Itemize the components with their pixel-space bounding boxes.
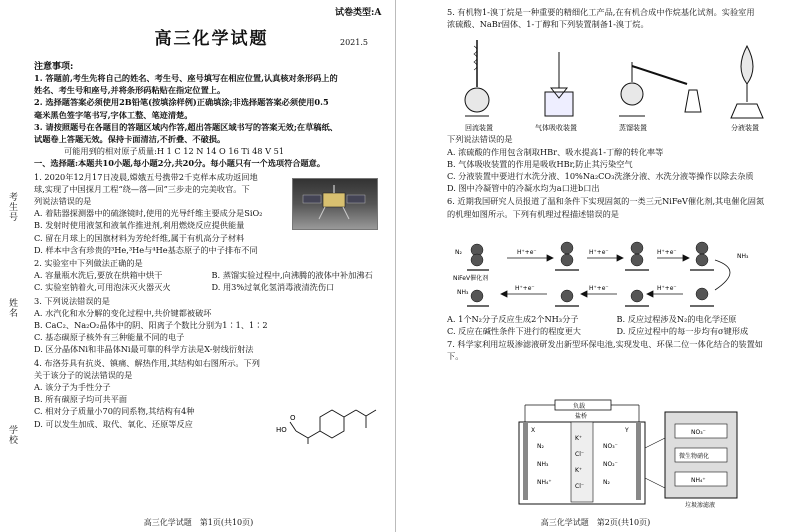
- note-line: 姓名、考生号和座号,并将条形码粘贴在指定位置上。: [34, 85, 226, 96]
- option-c: C. 实验室钠着火,可用泡沫灭火器灭火: [34, 282, 171, 293]
- option-b: B. 发射时使用液氢和液氧作推进剂,利用燃烧反应提供能量: [34, 220, 245, 231]
- ibuprofen-structure-icon: [276, 400, 388, 444]
- question-5-options: [447, 133, 786, 194]
- question-stem: 的机理如图所示。下列有机理过程描述错误的是: [447, 208, 619, 219]
- apparatus-label: 气体吸收装置: [535, 124, 577, 133]
- left-species: N₂: [537, 443, 544, 450]
- electrode-y: [636, 422, 641, 500]
- leachate-label: 垃圾渗滤液: [685, 502, 716, 509]
- lander-icon: [293, 179, 377, 229]
- side-label-name: 姓名: [7, 298, 17, 318]
- apparatus-label: 回流装置: [465, 124, 493, 133]
- left-species: NH₃: [537, 461, 549, 468]
- option-d: D. 区分晶体Ni和非晶体Ni最可靠的科学方法是X-射线衍射法: [34, 344, 254, 355]
- note-line: 3. 请按照题号在各题目的答题区域内作答,超出答题区域书写的答案无效;在草稿纸、: [34, 121, 338, 132]
- bridge-ion: K⁺: [575, 435, 583, 442]
- bridge-label: 盐桥: [575, 413, 588, 420]
- apparatus-figure: [447, 32, 787, 132]
- notes-header: 注意事项:: [34, 62, 74, 72]
- question-stem: 7. 科学家利用垃圾渗滤液研发出新型环保电池,实现发电、环保二位一体化结合的装置如: [447, 339, 763, 350]
- option-a: A. 容量瓶水洗后,要放在烘箱中烘干: [34, 270, 163, 281]
- tank-label: NO₃⁻: [691, 429, 706, 436]
- option-a: A. 水汽化和水分解的变化过程中,共价键都被破坏: [34, 307, 212, 318]
- svg-text:O: O: [290, 414, 296, 422]
- step-label: H⁺+e⁻: [657, 248, 677, 256]
- right-species: NO₃⁻: [603, 443, 618, 450]
- note-line: 2. 选择题答案必须使用2B铅笔(按填涂样例)正确填涂;非选择题答案必须使用0.5: [34, 97, 329, 108]
- nh3-label: NH₃: [737, 252, 749, 260]
- note-line: 1. 答题前,考生先将自己的姓名、考生号、座号填写在相应位置,认真核对条形码上的: [34, 73, 338, 83]
- option-a: A. 1个N₂分子反应生成2个NH₃分子: [447, 313, 579, 324]
- question-stem: 6. 近期我国研究人员报道了温和条件下实现固氮的一类三元NiFeV催化剂,其电催化固氮: [447, 196, 765, 207]
- tank-label: 微生物硝化: [679, 453, 710, 460]
- left-species: NH₄⁺: [537, 479, 552, 486]
- electrode-x: [523, 422, 528, 500]
- notes-list: [34, 72, 389, 145]
- question-2: [34, 257, 389, 294]
- side-label-school: 学校: [7, 425, 17, 445]
- page-footer: 高三化学试题 第2页(共10页): [540, 518, 651, 527]
- lunar-lander-photo: [292, 178, 378, 230]
- tank-label: NH₄⁺: [691, 477, 706, 484]
- gas-absorption-apparatus-icon: [545, 52, 573, 116]
- salt-bridge: [571, 422, 593, 502]
- electrode-x-label: X: [531, 427, 536, 434]
- side-label-exam-number: 考生号: [7, 192, 17, 222]
- step-label: H⁺+e⁻: [657, 284, 677, 292]
- question-3: [34, 295, 389, 356]
- question-stem: 关于该分子的说法错误的是: [34, 369, 133, 380]
- option-d: D. 用3%过氧化氢消毒液清洗伤口: [211, 282, 335, 293]
- option-c: C. 留在月球上的国旗材料为芳纶纤维,属于有机高分子材料: [34, 232, 245, 243]
- question-stem: 浓硫酸、NaBr固体、1-丁醇和下列装置制备1-溴丁烷。: [447, 19, 649, 30]
- separatory-funnel-icon: [731, 46, 763, 118]
- reflux-apparatus-icon: [465, 40, 489, 116]
- option-b: B. 反应过程涉及N₂的电化学还原: [616, 313, 737, 324]
- paper-type: 试卷类型:A: [335, 8, 382, 18]
- question-stem: 下列说法错误的是: [447, 134, 513, 145]
- mechanism-diagram: [447, 220, 777, 312]
- exam-date: 2021.5: [340, 38, 368, 47]
- apparatus-label: 蒸馏装置: [619, 124, 647, 133]
- right-species: N₂: [603, 479, 610, 486]
- question-stem: 球,实现了中国探月工程“绕—落—回”三步走的完美收官。下: [34, 183, 250, 194]
- question-stem: 5. 有机物1-溴丁烷是一种重要的精细化工产品,在有机合成中作烷基化试剂。实验室用: [447, 7, 755, 17]
- option-d: D. 图中冷凝管中的冷凝水均为a口进b口出: [447, 183, 600, 194]
- question-7: [447, 338, 786, 362]
- question-6: [447, 195, 786, 219]
- step-label: H⁺+e⁻: [515, 284, 535, 292]
- option-a: A. 该分子为手性分子: [34, 382, 111, 393]
- option-d: D. 样本中含有珍贵的³He,³He与⁴He基态原子的中子排布不同: [34, 244, 258, 255]
- battery-diagram: [515, 398, 755, 510]
- nh3-label: NH₃: [457, 288, 469, 296]
- note-line: 毫米黑色签字笔书写,字体工整、笔迹清楚。: [34, 109, 193, 120]
- option-c: C. 分液装置中要进行水洗分液、10%Na₂CO₃洗涤分液、水洗分液等操作以除去杂质: [447, 171, 754, 182]
- option-d: D. 可以发生加成、取代、氧化、还原等反应: [34, 418, 193, 429]
- page-footer: 高三化学试题 第1页(共10页): [143, 518, 254, 527]
- option-b: B. 蒸馏实验过程中,向沸腾的液体中补加沸石: [211, 270, 373, 281]
- load-label: 负载: [573, 403, 586, 410]
- question-stem: 列说法错误的是: [34, 196, 92, 207]
- n2-label: N₂: [455, 248, 462, 256]
- bridge-ion: K⁺: [575, 467, 583, 474]
- option-b: B. 所有碳原子均可共平面: [34, 394, 128, 405]
- question-stem: 下。: [447, 351, 464, 362]
- question-stem: 4. 布洛芬具有抗炎、镇痛、解热作用,其结构如右图所示。下列: [34, 357, 260, 368]
- distillation-apparatus-icon: [619, 62, 701, 116]
- electrode-y-label: Y: [625, 427, 629, 434]
- question-5: [447, 6, 786, 30]
- section-1-header: 一、选择题:本题共10小题,每小题2分,共20分。每小题只有一个选项符合题意。: [34, 158, 326, 169]
- bridge-ion: Cl⁻: [575, 451, 585, 458]
- option-a: A. 着陆器探测器中的硫涤镜时,使用的光导纤维主要成分是SiO₂: [34, 208, 263, 219]
- atomic-mass: 可能用到的相对原子质量:H 1 C 12 N 14 O 16 Ti 48 V 51: [64, 146, 285, 157]
- apparatus-label: 分液装置: [731, 124, 759, 133]
- step-label: H⁺+e⁻: [517, 248, 537, 256]
- right-species: NO₂⁻: [603, 461, 618, 468]
- exam-page-2: [397, 0, 794, 532]
- step-label: H⁺+e⁻: [589, 284, 609, 292]
- svg-text:HO: HO: [276, 426, 287, 434]
- option-c: C. 相对分子质量小70的同系物,其结构有4种: [34, 406, 195, 417]
- question-stem: 3. 下列说法错误的是: [34, 295, 110, 306]
- note-line: 试题卷上答题无效。保持卡面清洁,不折叠、不破损。: [34, 134, 226, 145]
- option-d: D. 反应过程中的每一步均有σ键形成: [616, 326, 749, 337]
- bridge-ion: Cl⁻: [575, 483, 585, 490]
- option-b: B. CaC₂、Na₂O₂晶体中的阴、阳离子个数比分别为1∶1、1∶2: [34, 320, 268, 331]
- page-title: 高三化学试题: [154, 29, 269, 49]
- question-stem: 1. 2020年12月17日凌晨,嫦娥五号携带2千克样本成功返回地: [34, 171, 258, 182]
- option-b: B. 气体吸收装置的作用是吸收HBr,防止其污染空气: [447, 158, 633, 169]
- option-a: A. 浓硫酸的作用包含制取HBr、吸水提高1-丁醇的转化率等: [447, 146, 664, 157]
- catalyst-label: NiFeV催化剂: [453, 274, 489, 282]
- question-6-options: [447, 313, 786, 337]
- option-c: C. 反应在碱性条件下进行的程度更大: [447, 326, 581, 337]
- option-c: C. 基态碳原子核外有三种能量不同的电子: [34, 332, 185, 343]
- question-stem: 2. 实验室中下列做法正确的是: [34, 258, 143, 269]
- step-label: H⁺+e⁻: [589, 248, 609, 256]
